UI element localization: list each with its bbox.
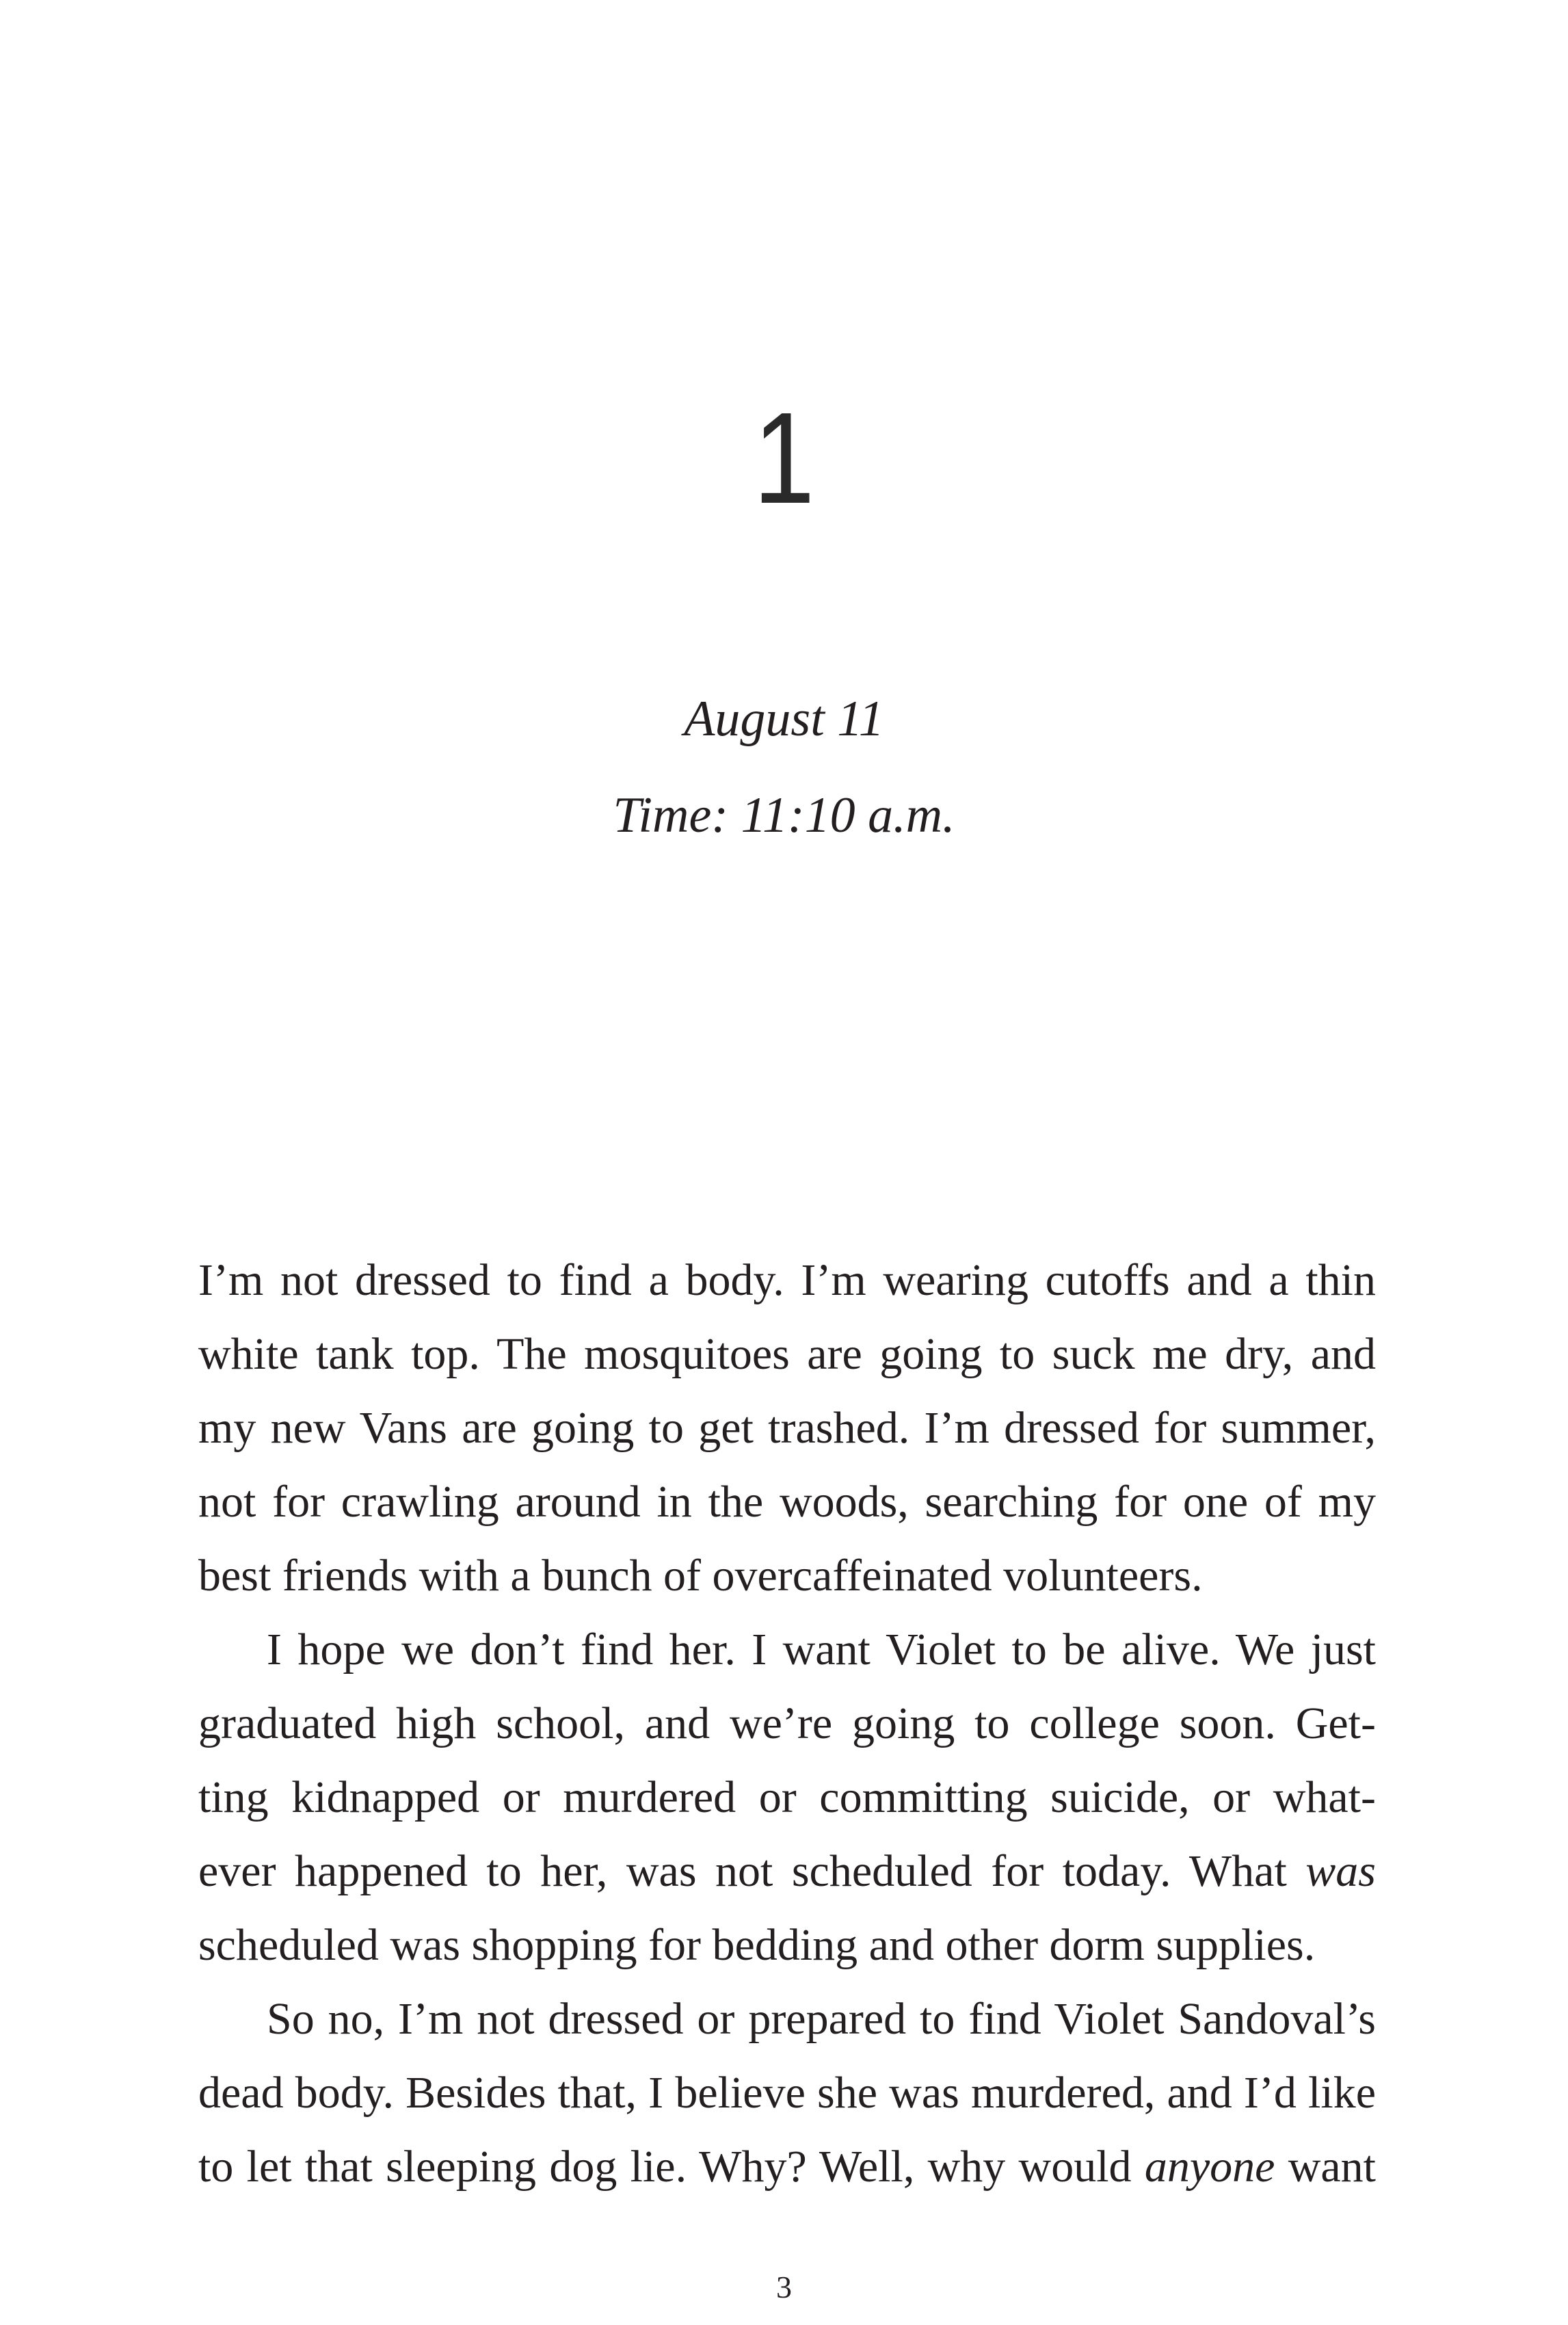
text-line: So no, I’m not dressed or prepared to find Violet Sandoval’s bbox=[267, 1994, 1376, 2044]
chapter-date: August 11 bbox=[684, 691, 884, 747]
text-line: I hope we don’t find her. I want Violet to be alive. We just bbox=[267, 1625, 1376, 1674]
text-line: my new Vans are going to get trashed. I’m dressed for summer, bbox=[198, 1403, 1376, 1453]
text-line: white tank top. The mosquitoes are going to suck me dry, and bbox=[198, 1329, 1376, 1379]
text-line: I’m not dressed to find a body. I’m wearing cutoffs and a thin bbox=[198, 1255, 1376, 1305]
text-line: not for crawling around in the woods, searching for one of my bbox=[198, 1477, 1376, 1527]
text-line bbox=[198, 1835, 1376, 1908]
chapter-time: Time: 11:10 a.m. bbox=[613, 787, 955, 843]
page-number: 3 bbox=[776, 2270, 792, 2304]
emphasis: anyone bbox=[1144, 2142, 1275, 2192]
text-segment: want bbox=[1275, 2142, 1376, 2192]
text-line: dead body. Besides that, I believe she was murdered, and I’d like bbox=[198, 2068, 1376, 2118]
text-line: scheduled was shopping for bedding and other dorm supplies. bbox=[198, 1920, 1316, 1970]
emphasis: was bbox=[1305, 1846, 1376, 1896]
chapter-number: 1 bbox=[753, 386, 815, 531]
text-line: best friends with a bunch of overcaffeinated volunteers. bbox=[198, 1551, 1203, 1601]
text-line bbox=[198, 2130, 1376, 2204]
text-line: graduated high school, and we’re going to college soon. Get- bbox=[198, 1698, 1376, 1748]
text-segment: to let that sleeping dog lie. Why? Well, why would bbox=[198, 2142, 1145, 2192]
body-text bbox=[198, 1244, 1376, 2204]
text-line: ting kidnapped or murdered or committing suicide, or what- bbox=[198, 1772, 1376, 1822]
text-segment: ever happened to her, was not scheduled for today. What bbox=[198, 1846, 1306, 1896]
